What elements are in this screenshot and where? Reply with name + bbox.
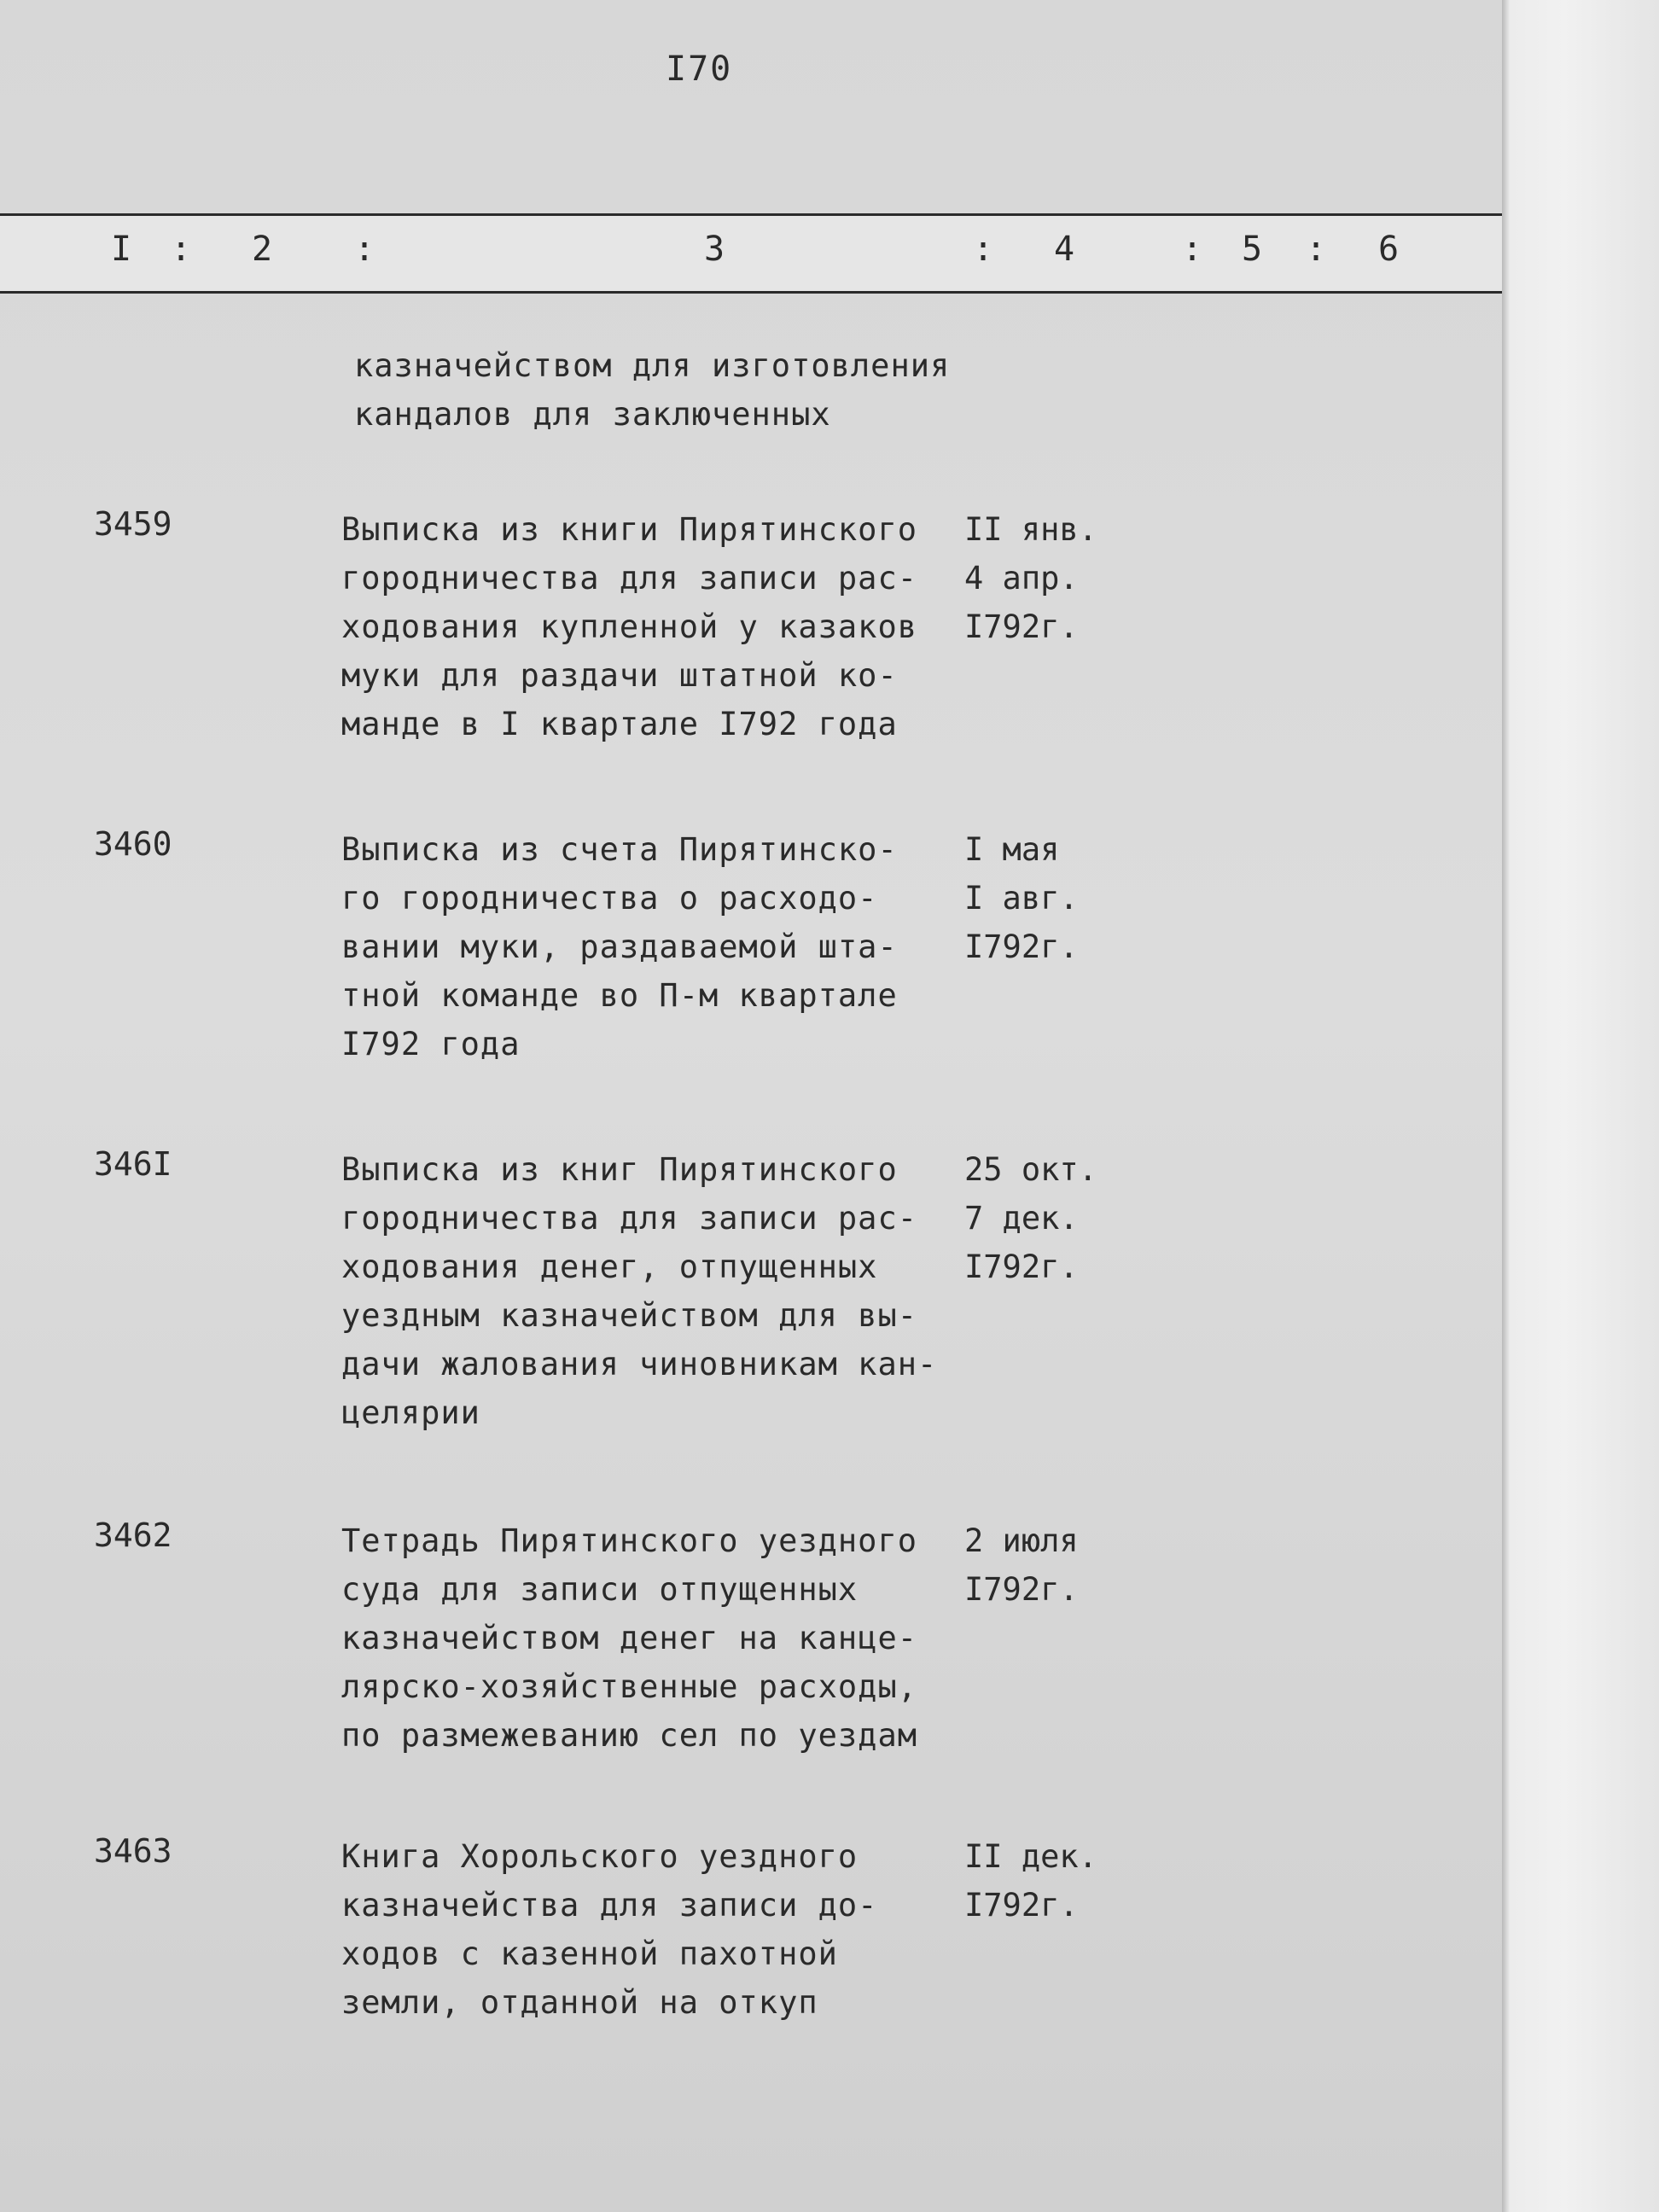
column-separator: : [973, 230, 994, 269]
column-header-1: I [111, 230, 132, 269]
entry-number: 346I [94, 1145, 172, 1183]
entry-description: Выписка из книг Пирятинского городничества для записи рас- ходования денег, отпущенных уездным казначейством для вы- дачи жалования чиновникам кан- целярии [341, 1151, 938, 1431]
column-header-3: 3 [704, 230, 725, 269]
underlying-page-edge [1502, 0, 1659, 2212]
entry-number: 3459 [94, 505, 172, 543]
column-header-4: 4 [1054, 230, 1075, 269]
column-separator: : [1182, 230, 1203, 269]
entry-description: Выписка из книги Пирятинского городничества для записи рас- ходования купленной у казаков муки для раздачи штатной ко- манде в I квартале I792 года [341, 511, 918, 742]
column-separator: : [171, 230, 192, 269]
entry-description: Книга Хорольского уездного казначейства для записи до- ходов с казенной пахотной земли, отданной на откуп [341, 1838, 878, 2021]
continuation-text: казначейством для изготовления кандалов для заключенных [354, 347, 951, 433]
entry-description: Выписка из счета Пирятинско- го городничества о расходо- вании муки, раздаваемой шта- тной команде во П-м квартале I792 года [341, 831, 898, 1062]
column-header-band [0, 213, 1502, 294]
entry-number: 3462 [94, 1516, 172, 1554]
column-separator: : [1306, 230, 1327, 269]
entry-dates: II янв. 4 апр. I792г. [964, 511, 1097, 645]
page-number: I70 [666, 49, 733, 89]
entry-number: 3460 [94, 825, 172, 863]
entry-number: 3463 [94, 1832, 172, 1870]
entry-dates: 25 окт. 7 дек. I792г. [964, 1151, 1097, 1285]
column-header-5: 5 [1242, 230, 1263, 269]
column-separator: : [354, 230, 375, 269]
entry-description: Тетрадь Пирятинского уездного суда для записи отпущенных казначейством денег на канце- лярско-хозяйственные расходы, по размежеванию сел по уездам [341, 1522, 918, 1754]
entry-dates: I мая I авг. I792г. [964, 831, 1079, 965]
entry-dates: II дек. I792г. [964, 1838, 1097, 1924]
entry-dates: 2 июля I792г. [964, 1522, 1079, 1608]
column-header-2: 2 [252, 230, 273, 269]
column-header-6: 6 [1378, 230, 1400, 269]
